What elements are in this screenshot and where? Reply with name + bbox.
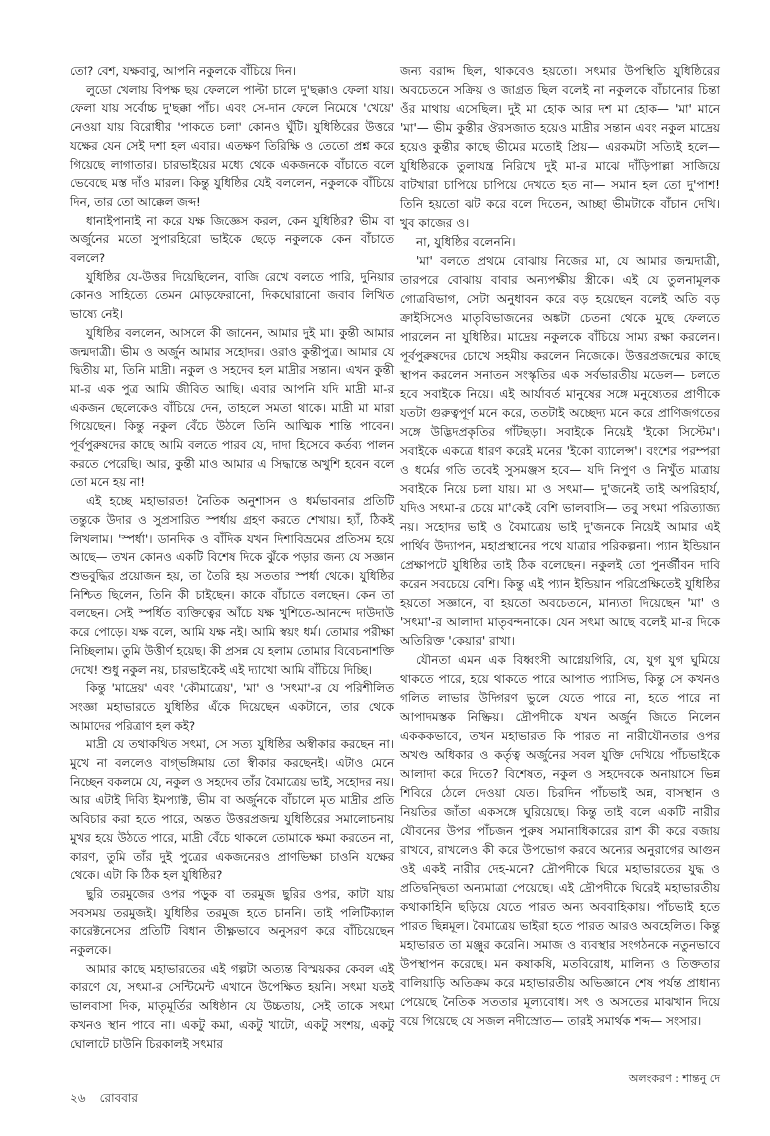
paragraph: লুডো খেলায় বিপক্ষ ছয় ফেললে পাল্টা চালে দু'ছক্কাও ফেলা যায়। ফেলা যায় সর্বোচ্চ দু'ছক্কা পাঁচ। এবং সে-দান ফেলে নিমেষে 'খেয়ে' নেওয়া যায় বিরোধীর 'পাকতে চলা' কোনও ঘুঁটি। যুধিষ্ঠিরের উত্তরে যক্ষের যেন সেই দশা হল এবার। এতক্ষণ তিরিক্ষি ও তেতো প্রশ্ন করে গিয়েছে লাগাতার। চারভাইয়ের মধ্যে থেকে একজনকে বাঁচাতে বলে ভেবেছে মস্ত দাঁও মারল। কিন্তু যুধিষ্ঠির যেই বললেন, নকুলকে বাঁচিয়ে দিন, তার তো আক্কেল জব্দ! [70,82,394,209]
paragraph: আমার কাছে মহাভারতের এই গল্পটা অত্যন্ত বিস্ময়কর কেবল এই কারণে যে, সৎমা-র সেন্টিমেন্ট এখানে উপেক্ষিত হয়নি। সৎমা যতই ভালবাসা দিক, মাতৃমূর্তির অধিষ্ঠান যে উচ্চতায়, সেই তাকে সৎমা কখনও স্থান পাবে না। একটু কমা, একটু খাটো, একটু সংশয়, একটু ঘোলাটে চাউনি চিরকালই সৎমার [70,961,394,1051]
article-column-right [400,62,720,1031]
paragraph: জন্য বরাদ্দ ছিল, থাকবেও হয়তো। সৎমার উপস্থিতি যুধিষ্ঠিরের অবচেতনে সক্রিয় ও জাগ্রত ছিল বলেই না নকুলকে বাঁচানোর চিন্তা ওঁর মাথায় এসেছিল। দুই মা হোক আর দশ মা হোক— 'মা' মানে 'মা'— ভীম কুন্তীর ঔরসজাত হয়েও মাদ্রীর সন্তান এবং নকুল মাদ্রেয় হয়েও কুন্তীর কাছে ভীমের মতোই প্রিয়— এরকমটা সত্যিই হলে— যুধিষ্ঠিরকে তুলাযন্ত্র নিরিখে দুই মা-র মাঝে দাঁড়িপাল্লা সাজিয়ে বাটখারা চাপিয়ে চাপিয়ে দেখতে হত না— সমান হল তো দু'পাশ! তিনি হয়তো ঝট করে বলে দিতেন, আচ্ছা ভীমটাকে বাঁচান দেখি। খুব কাজের ও। [400,64,720,230]
paragraph: যুধিষ্ঠির বললেন, আসলে কী জানেন, আমার দুই মা। কুন্তী আমার জন্মদাত্রী। ভীম ও অর্জুন আমার সহোদর। ওরাও কুন্তীপুত্র। আমার যে দ্বিতীয় মা, তিনি মাদ্রী। নকুল ও সহদেব হল মাদ্রীর সন্তান। এখন কুন্তী মা-র এক পুত্র আমি জীবিত আছি। এবার আপনি যদি মাদ্রী মা-র একজন ছেলেকেও বাঁচিয়ে দেন, তাহলে সমতা থাকে। মাদ্রী মা মারা গিয়েছেন। কিন্তু নকুল বেঁচে উঠলে তিনি আত্মিক শান্তি পাবেন। পূর্বপুরুষদের কাছে আমি বলতে পারব যে, দাদা হিসেবে কর্তব্য পালন করতে পেরেছি। আর, কুন্তী মাও আমার এ সিদ্ধান্তে অখুশি হবেন বলে তো মনে হয় না! [70,325,394,490]
paragraph: ছুরি তরমুজের ওপর পড়ুক বা তরমুজ ছুরির ওপর, কাটা যায় সবসময় তরমুজই। যুধিষ্ঠির তরমুজ হতে চাননি। তাই পলিটিক্যাল কারেক্টনেসের প্রতিটি বিধান তীক্ষ্ণভাবে অনুসরণ করে বাঁচিয়েছেন নকুলকে। [70,886,394,958]
page-number: ২৬ [70,1091,86,1105]
article-column-left [70,62,394,1053]
illustration-credit: অলংকরণ : শান্তনু দে [628,1072,720,1085]
paragraph: এই হচ্ছে মহাভারত! নৈতিক অনুশাসন ও ধর্মভাবনার প্রতিটি তন্তুকে উদার ও সুপ্রসারিত স্পর্ধায় গ্রহণ করতে শেখায়। হ্যাঁ, ঠিকই লিখলাম। 'স্পর্ধা'। ডানদিক ও বাঁদিক যখন দিশাবিভ্রমের প্রতিসম হয়ে আছে— তখন কোনও একটি বিশেষ দিকে ঝুঁকে পড়ার জন্য যে সজ্ঞান শুভবুদ্ধির প্রয়োজন হয়, তা তৈরি হয় সততার স্পর্ধা থেকে। যুধিষ্ঠির নিশ্চিত ছিলেন, তিনি কী চাইছেন। কাকে বাঁচাতে বলছেন। কেন তা বলছেন। সেই স্পর্ধিত ব্যক্তিত্বের আঁচে যক্ষ খুশিতে-আনন্দে দাউদাউ করে পোড়ে। যক্ষ বলে, আমি যক্ষ নই। আমি স্বয়ং ধর্ম। তোমার পরীক্ষা নিচ্ছিলাম। তুমি উত্তীর্ণ হয়েছ। কী প্রসন্ন যে হলাম তোমার বিবেচনাশক্তি দেখে! শুধু নকুল নয়, চারভাইকেই এই দ্যাখো আমি বাঁচিয়ে দিচ্ছি। [70,494,394,677]
paragraph: যৌনতা এমন এক বিধ্বংসী আগ্নেয়গিরি, যে, যুগ যুগ ঘুমিয়ে থাকতে পারে, হয়ে থাকতে পারে আপাত প্যাসিভ, কিন্তু সে কখনও গলিত লাভার উদ্গিরণ ভুলে যেতে পারে না, হতে পারে না আপাদমস্তক নিষ্ক্রিয়। দ্রৌপদীকে যখন অর্জুন জিতে নিলেন একককভাবে, তখন মহাভারত কি পারত না নারীযৌনতার ওপর অখণ্ড অধিকার ও কর্তৃত্ব অর্জুনের সবল যুক্তি দেখিয়ে পাঁচভাইকে আলাদা করে দিতে? বিশেষত, নকুল ও সহদেবকে অনায়াসে ভিন্ন শিবিরে ঠেলে দেওয়া যেত। চিরদিন পাঁচভাই অন্ন, বাসস্থান ও নিয়তির জাঁতা একসঙ্গে ঘুরিয়েছে। কিন্তু তাই বলে একটি নারীর যৌবনের উপর পাঁচজন পুরুষ সমানাধিকারের রাশ কী করে বজায় রাখবে, রাখলেও কী করে উপভোগ করবে অন্যের অনুরাগের আগুন ওই একই নারীর দেহ-মনে? দ্রৌপদীকে ঘিরে মহাভারতের যুদ্ধ ও প্রতিদ্বন্দ্বিতা অন্যমাত্রা পেয়েছে। এই দ্রৌপদীকে ঘিরেই মহাভারতীয় কথাকাহিনি ছড়িয়ে যেতে পারত অন্য অববাহিকায়। পাঁচভাই হতে পারত ছিন্নমূল। বৈমাত্রেয় ভাইরা হতে পারত আরও অবহেলিত। কিন্তু মহাভারত তা মঞ্জুর করেনি। সমাজ ও ব্যবস্থার সংগঠনকে নতুনভাবে উপস্থাপন করেছে। মন কষাকষি, মতবিরোধ, মালিন্য ও তিক্ততার বালিয়াড়ি অতিক্রম করে মহাভারতীয় অভিজ্ঞানে শেষ পর্যন্ত প্রাধান্য পেয়েছে নৈতিক সততার মূল্যবোধ। সৎ ও অসতের মাঝখান দিয়ে বয়ে গিয়েছে যে সজল নদীস্রোত— তারই সমার্থক শব্দ— সংসার। [400,653,720,1028]
paragraph: যুধিষ্ঠির যে-উত্তর দিয়েছিলেন, বাজি রেখে বলতে পারি, দুনিয়ার কোনও সাহিত্যে তেমন মোড়ফেরানো, দিকঘোরানো জবাব লিখিত ভাষ্যে নেই। [70,269,394,322]
paragraph: তো? বেশ, যক্ষবাবু, আপনি নকুলকে বাঁচিয়ে দিন। [70,64,297,78]
paragraph: কিন্তু 'মাদ্রেয়' এবং 'কৌমাত্রেয়', 'মা' ও 'সৎমা'-র যে পরিশীলিত সংজ্ঞা মহাভারতে যুধিষ্ঠির এঁকে দিয়েছেন একটানে, তার থেকে আমাদের পরিত্রাণ হল কই? [70,681,394,733]
paragraph: না, যুধিষ্ঠির বলেননি। [416,235,516,249]
magazine-name: রোববার [99,1091,138,1105]
paragraph: 'মা' বলতে প্রথমে বোঝায় নিজের মা, যে আমার জন্মদাত্রী, তারপরে বোঝায় বাবার অন্যপক্ষীয় স্ত্রীকে। এই যে তুলনামূলক গোত্রবিভাগ, সেটা অনুধাবন করে বড় হয়েছেন বলেই অতি বড় ক্রাইসিসেও মাতৃবিভাজনের অঙ্কটা চেতনা থেকে মুছে ফেলতে পারলেন না যুধিষ্ঠির। মাদ্রেয় নকুলকে বাঁচিয়ে সাম্য রক্ষা করলেন। পূর্বপুরুষদের চোখে সহমীয় করলেন নিজেকে। উত্তরপ্রজন্মের কাছে স্থাপন করলেন সনাতন সংস্কৃতির এক সর্বভারতীয় মডেল— চলতে হবে সবাইকে নিয়ে। এই আর্যাবর্ত মানুষের সঙ্গে মনুষ্যেতর প্রাণীকে যতটা গুরুত্বপূর্ণ মনে করে, ততটাই অচ্ছেদ্য মনে করে প্রাণিজগতের সঙ্গে উদ্ভিদপ্রকৃতির গাঁটছড়া। সবাইকে নিয়েই 'ইকো সিস্টেম'। সবাইকে একত্রে ধারণ করেই মনের 'ইকো ব্যালেন্স'। বংশের পরম্পরা ও ধর্মের গতি তবেই সুসমঞ্জস হবে— যদি নিপুণ ও নিখুঁত মাত্রায় সবাইকে নিয়ে চলা যায়। মা ও সৎমা— দু'জনেই তাই অপরিহার্য, যদিও সৎমা-র চেয়ে মা'কেই বেশি ভালবাসি— তবু সৎমা পরিত্যাজ্য নয়। সহোদর ভাই ও বৈমাত্রেয় ভাই দু'জনকে নিয়েই আমার এই পার্থিব উদ্যাপন, মহাপ্রস্থানের পথে যাত্রার পরিকল্পনা। প্যান ইন্ডিয়ান প্রেক্ষাপটে যুধিষ্ঠির তাই ঠিক বলেছেন। নকুলই তো পুনর্জীবন দাবি করেন সবচেয়ে বেশি। কিন্তু এই প্যান ইন্ডিয়ান পরিপ্রেক্ষিতেই যুধিষ্ঠির হয়তো সজ্ঞানে, বা হয়তো অবচেতনে, মান্যতা দিয়েছেন 'মা' ও 'সৎমা'-র আলাদা মাতৃবন্দনাকে। যেন সৎমা আছে বলেই মা-র দিকে অতিরিক্ত 'কেয়ার' রাখা। [400,254,720,648]
paragraph: ধানাইপানাই না করে যক্ষ জিজ্ঞেস করল, কেন যুধিষ্ঠির? ভীম বা অর্জুনের মতো সুপারহিরো ভাইকে ছেড়ে নকুলকে কেন বাঁচাতে বললে? [70,213,394,266]
paragraph: মাদ্রী যে তথাকথিত সৎমা, সে সত্য যুধিষ্ঠির অস্বীকার করছেন না। মুখে না বললেও বাগ্ভঙ্গিমায় তো স্বীকার করছেনই। এটাও মেনে নিচ্ছেন বকলমে যে, নকুল ও সহদেব তাঁর বৈমাত্রেয় ভাই, সহোদর নয়। আর এটাই দিব্যি ইমপ্যাক্ট, ভীম বা অর্জুনকে বাঁচালে মৃত মাদ্রীর প্রতি অবিচার করা হতে পারে, অন্তত উত্তরপ্রজন্ম যুধিষ্ঠিরের সমালোচনায় মুখর হয়ে উঠতে পারে, মাদ্রী বেঁচে থাকলে তোমাকে ক্ষমা করতেন না, কারণ, তুমি তাঁর দুই পুত্রের একজনেরও প্রাণভিক্ষা চাওনি যক্ষের থেকে। এটা কি ঠিক হল যুধিষ্ঠির? [70,737,394,883]
page-footer [70,1090,152,1110]
